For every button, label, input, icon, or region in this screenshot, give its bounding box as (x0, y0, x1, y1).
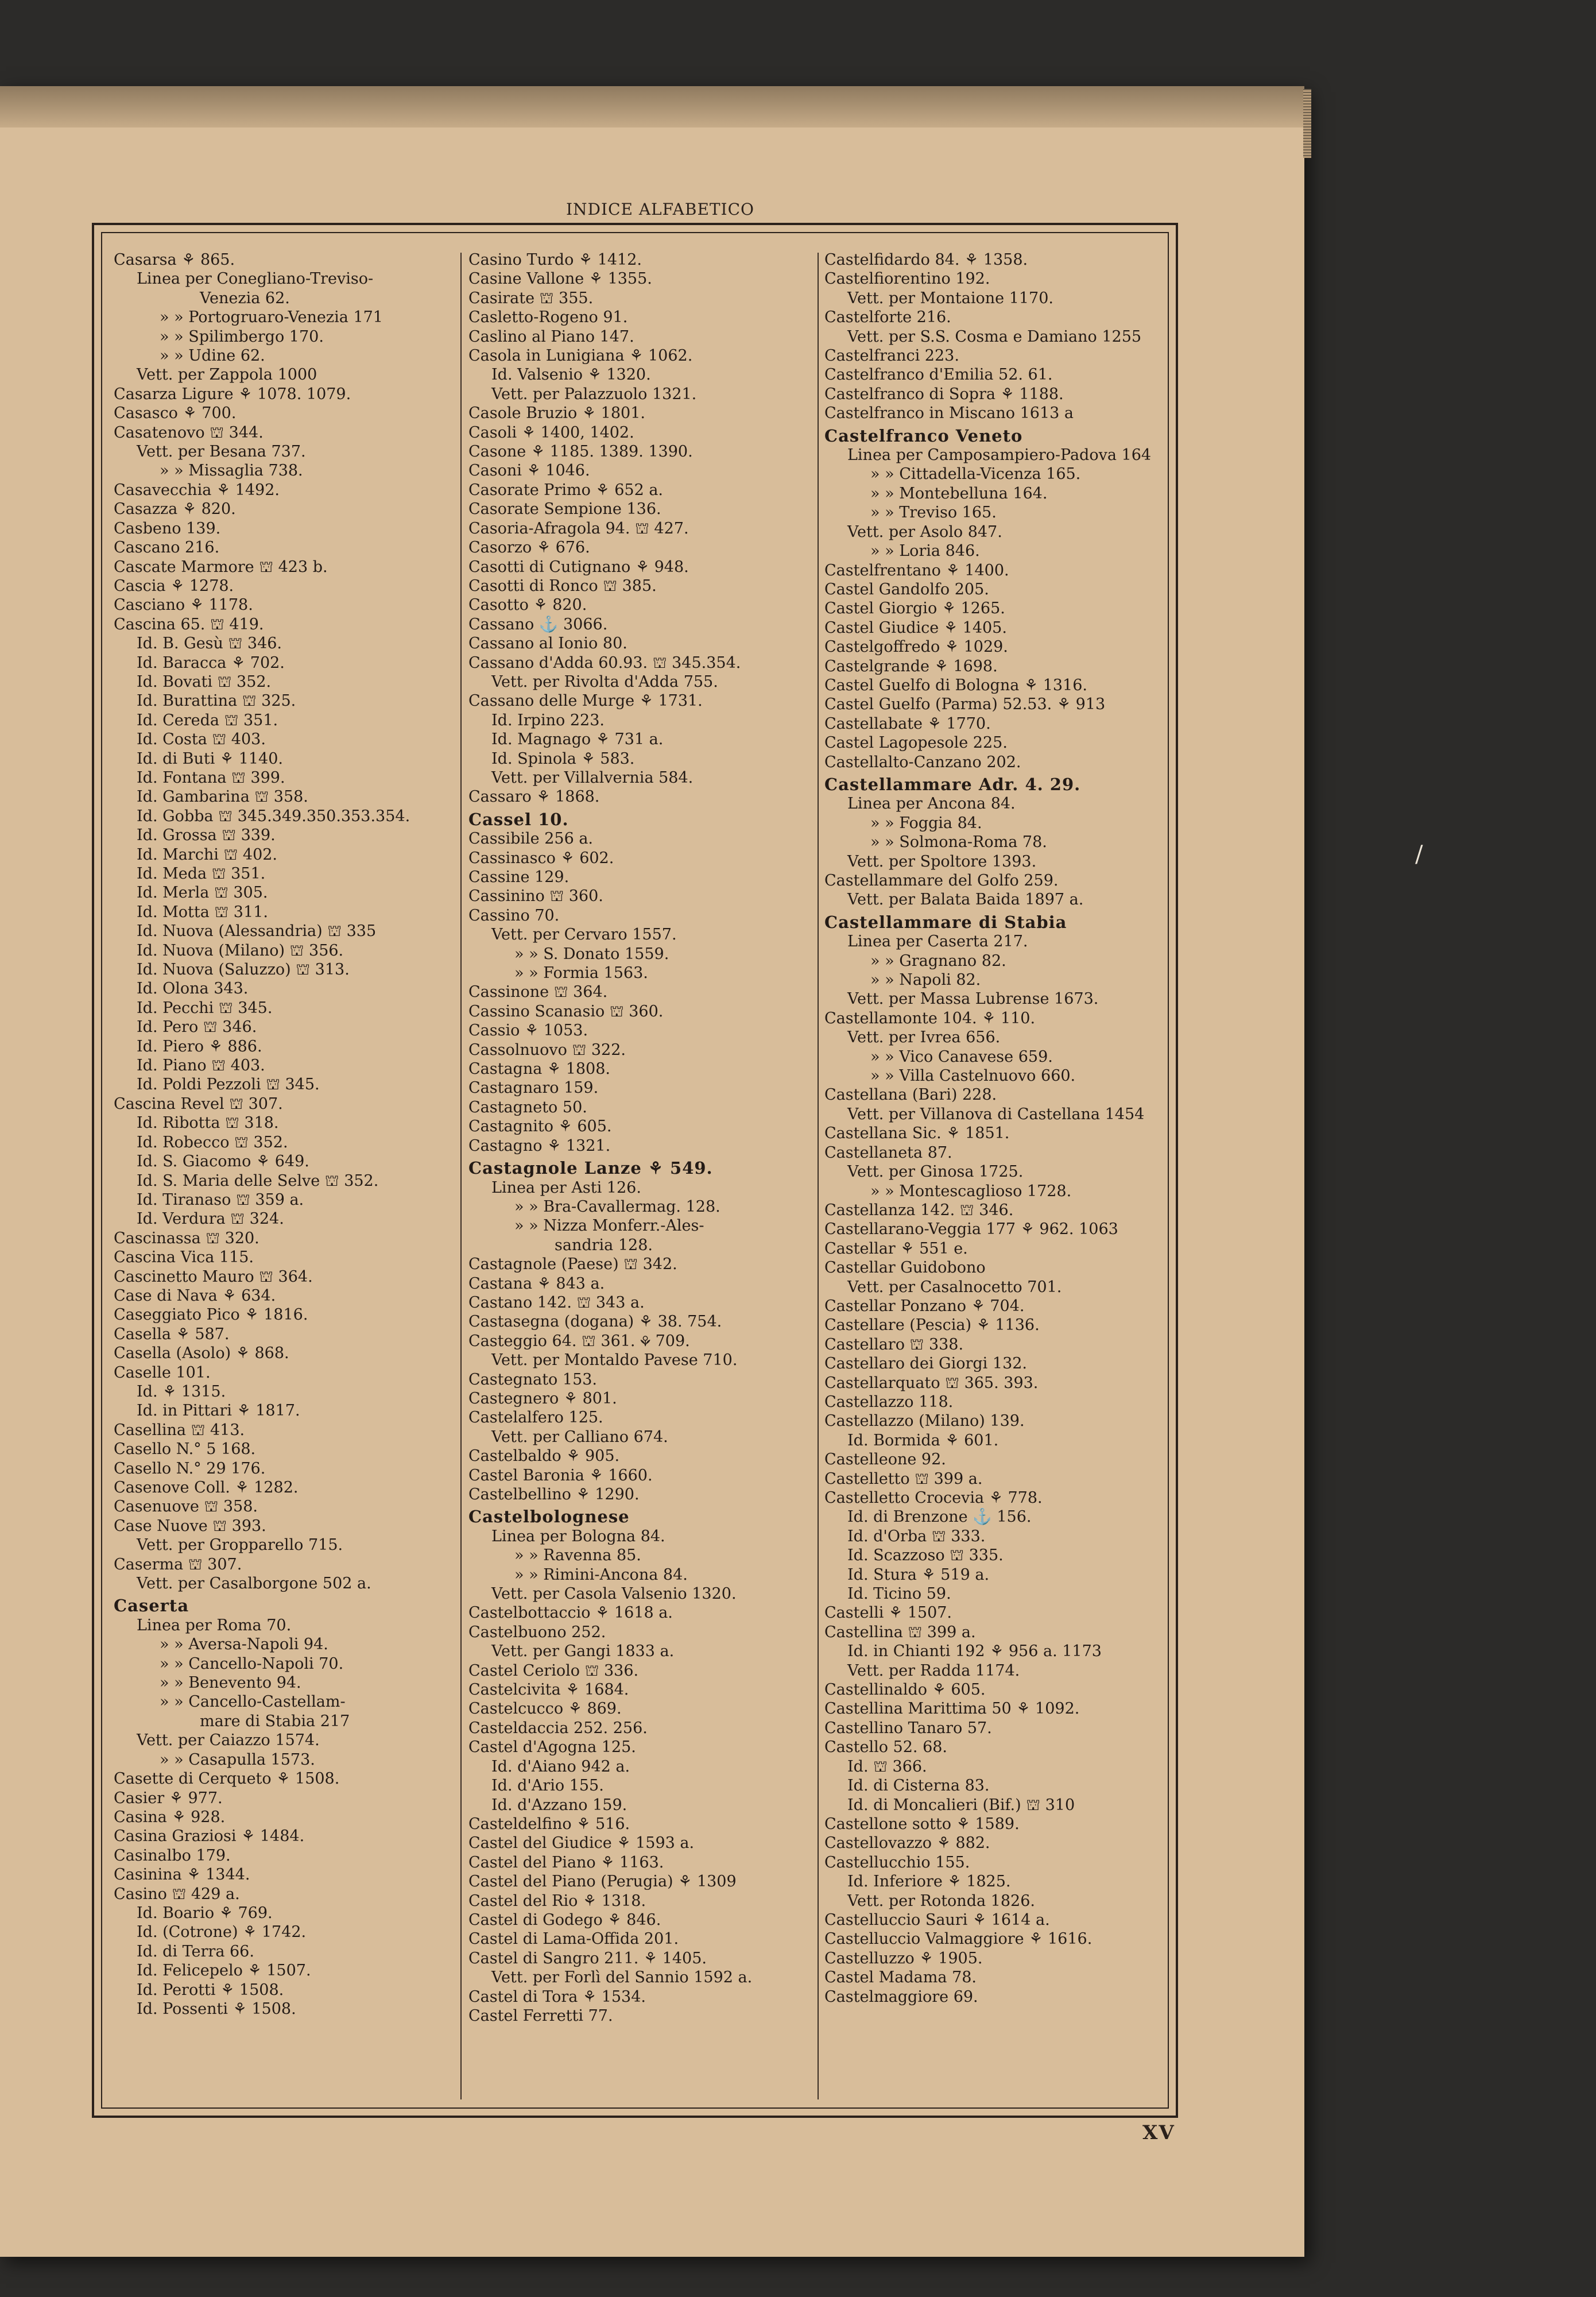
index-entry: Castel del Piano (Perugia) ⚘ 1309 (468, 1873, 737, 1891)
index-entry: Castelforte 216. (824, 308, 951, 327)
index-entry: » » S. Donato 1559. (514, 945, 669, 963)
index-entry: Cassano delle Murge ⚘ 1731. (468, 692, 703, 710)
index-entry: Cascinassa ⛫ 320. (114, 1229, 259, 1247)
index-entry: Castagna ⚘ 1808. (468, 1060, 610, 1078)
index-entry: Id. di Moncalieri (Bif.) ⛫ 310 (847, 1796, 1075, 1814)
index-entry: Caserma ⛫ 307. (114, 1555, 242, 1573)
index-entry: » » Nizza Monferr.-Ales- (514, 1217, 704, 1235)
index-entry: Cassio ⚘ 1053. (468, 1022, 588, 1040)
index-entry: Castelletto ⛫ 399 a. (824, 1470, 983, 1488)
index-entry: Id. Bormida ⚘ 601. (847, 1431, 999, 1449)
index-entry: Id. Fontana ⛫ 399. (137, 768, 285, 787)
index-entry: Castellana (Bari) 228. (824, 1086, 997, 1104)
index-entry: Castelluccio Sauri ⚘ 1614 a. (824, 1911, 1050, 1929)
index-entry: Casellina ⛫ 413. (114, 1421, 245, 1439)
index-entry: Casorate Sempione 136. (468, 500, 661, 519)
index-entry: Cascina Vica 115. (114, 1248, 254, 1267)
index-entry: Id. Nuova (Milano) ⛫ 356. (137, 941, 344, 960)
index-entry: Id. Costa ⛫ 403. (137, 730, 266, 749)
index-entry: Castana ⚘ 843 a. (468, 1274, 605, 1293)
index-entry: Id. Perotti ⚘ 1508. (137, 1981, 284, 1999)
index-entry: Castel del Piano ⚘ 1163. (468, 1853, 664, 1871)
index-entry: Casina Graziosi ⚘ 1484. (114, 1827, 305, 1846)
index-entry: Castelfidardo 84. ⚘ 1358. (824, 251, 1028, 269)
index-entry: Castellaro dei Giorgi 132. (824, 1355, 1028, 1373)
index-entry: Casbeno 139. (114, 519, 221, 537)
index-entry: » » Loria 846. (870, 542, 980, 560)
index-entry: Castagno ⚘ 1321. (468, 1136, 611, 1155)
index-entry: Castelli ⚘ 1507. (824, 1604, 952, 1622)
index-entry: Id. Poldi Pezzoli ⛫ 345. (137, 1076, 320, 1094)
index-entry: Castellino Tanaro 57. (824, 1719, 992, 1737)
index-entry: Casinalbo 179. (114, 1846, 231, 1865)
index-entry: Castellar Ponzano ⚘ 704. (824, 1297, 1025, 1315)
index-entry: Vett. per Massa Lubrense 1673. (847, 990, 1099, 1008)
index-entry: Castel Ferretti 77. (468, 2006, 613, 2025)
index-entry: Castelbolognese (468, 1507, 630, 1527)
index-entry: Id. d'Ario 155. (491, 1777, 604, 1795)
index-entry: Casteldelfino ⚘ 516. (468, 1815, 630, 1833)
index-entry: Castelfranci 223. (824, 347, 959, 365)
index-entry: Vett. per Spoltore 1393. (847, 852, 1037, 871)
index-entry: Id. Magnago ⚘ 731 a. (491, 730, 664, 749)
index-entry: Castelbellino ⚘ 1290. (468, 1486, 640, 1503)
index-entry: Castel di Tora ⚘ 1534. (468, 1987, 646, 2006)
index-entry: Cassano ⚓ 3066. (468, 615, 608, 633)
index-entry: Vett. per Palazzuolo 1321. (491, 385, 697, 403)
index-entry: Castelfiorentino 192. (824, 270, 990, 288)
index-entry: Cassine 129. (468, 868, 570, 886)
index-entry: Id. d'Aiano 942 a. (491, 1757, 630, 1776)
index-entry: Id. in Chianti 192 ⚘ 956 a. 1173 (847, 1642, 1102, 1661)
index-entry: Vett. per Radda 1174. (847, 1661, 1020, 1680)
index-entry: » » Treviso 165. (870, 504, 997, 522)
index-entry: Castellone sotto ⚘ 1589. (824, 1815, 1020, 1833)
column-separator (460, 253, 462, 2099)
index-entry: Id. Spinola ⚘ 583. (491, 749, 635, 768)
index-entry: Cassinasco ⚘ 602. (468, 849, 614, 867)
index-entry: Castelfrentano ⚘ 1400. (824, 561, 1009, 579)
index-entry: Casine Vallone ⚘ 1355. (468, 270, 652, 288)
index-entry: Castellucchio 155. (824, 1853, 970, 1871)
index-entry: Cassel 10. (468, 809, 569, 829)
index-entry: Vett. per Caiazzo 1574. (137, 1731, 320, 1750)
index-entry: Vett. per Zappola 1000 (137, 366, 317, 384)
index-entry: Id. Piano ⛫ 403. (137, 1057, 265, 1075)
index-entry: Castel Giudice ⚘ 1405. (824, 618, 1007, 637)
index-entry: Id. Scazzoso ⛫ 335. (847, 1546, 1004, 1565)
index-entry: Casino ⛫ 429 a. (114, 1885, 240, 1903)
index-entry: Id. Possenti ⚘ 1508. (137, 2000, 296, 2018)
index-entry: Casatenovo ⛫ 344. (114, 423, 264, 442)
index-entry: Id. d'Azzano 159. (491, 1796, 627, 1814)
index-entry: Vett. per Gangi 1833 a. (491, 1642, 675, 1661)
index-entry: Castel Baronia ⚘ 1660. (468, 1466, 653, 1484)
index-entry: Casciano ⚘ 1178. (114, 596, 253, 614)
index-entry: » » Cancello-Napoli 70. (160, 1654, 344, 1673)
index-entry: Caslino al Piano 147. (468, 327, 634, 346)
index-entry: Id. Merla ⛫ 305. (137, 884, 268, 902)
index-entry: Id. Ribotta ⛫ 318. (137, 1114, 279, 1132)
index-entry: Castel Guelfo (Parma) 52.53. ⚘ 913 (824, 695, 1106, 714)
index-entry: Cassano d'Adda 60.93. ⛫ 345.354. (468, 653, 741, 672)
index-entry: » » Aversa-Napoli 94. (160, 1635, 328, 1654)
column-separator (818, 253, 819, 2099)
index-entry: Cassaro ⚘ 1868. (468, 788, 600, 806)
index-entry: Castasegna (dogana) ⚘ 38. 754. (468, 1313, 722, 1331)
index-entry: Casorate Primo ⚘ 652 a. (468, 481, 664, 499)
index-entry: Castellarquato ⛫ 365. 393. (824, 1374, 1039, 1392)
index-entry: Cassino 70. (468, 906, 560, 925)
index-entry: Castellammare Adr. 4. 29. (824, 774, 1081, 794)
index-entry: Castelbottaccio ⚘ 1618 a. (468, 1604, 673, 1622)
index-entry: Castellinaldo ⚘ 605. (824, 1681, 986, 1699)
index-entry: Cascano 216. (114, 539, 220, 557)
index-entry: Castel Guelfo di Bologna ⚘ 1316. (824, 676, 1087, 694)
index-entry: Castellar ⚘ 551 e. (824, 1239, 968, 1258)
index-entry: » » Casapulla 1573. (160, 1750, 315, 1769)
index-entry: Caserta (114, 1596, 189, 1616)
index-entry: Id. Motta ⛫ 311. (137, 903, 268, 921)
index-entry: Id. Cereda ⛫ 351. (137, 711, 278, 729)
index-entry: Casoria-Afragola 94. ⛫ 427. (468, 519, 689, 537)
index-entry: Castellar Guidobono (824, 1259, 986, 1277)
index-entry: » » Montescaglioso 1728. (870, 1182, 1072, 1200)
index-entry: Id. Pecchi ⛫ 345. (137, 999, 273, 1017)
index-entry: Castel d'Agogna 125. (468, 1738, 636, 1757)
index-entry: » » Napoli 82. (870, 971, 981, 989)
index-entry: Casasco ⚘ 700. (114, 404, 237, 423)
index-entry: Castellovazzo ⚘ 882. (824, 1834, 990, 1853)
index-entry: Castel del Giudice ⚘ 1593 a. (468, 1834, 695, 1853)
index-entry: Castellammare del Golfo 259. (824, 872, 1059, 890)
index-entry: Castellina Marittima 50 ⚘ 1092. (824, 1700, 1080, 1718)
index-entry: Vett. per Calliano 674. (491, 1428, 668, 1446)
index-entry: Id. d'Orba ⛫ 333. (847, 1527, 986, 1545)
index-entry: Id. B. Gesù ⛫ 346. (137, 635, 282, 653)
index-entry: Castel Ceriolo ⛫ 336. (468, 1661, 639, 1680)
index-entry: Cassolnuovo ⛫ 322. (468, 1041, 626, 1059)
index-entry: Castagnaro 159. (468, 1079, 599, 1097)
index-entry: Casella (Asolo) ⚘ 868. (114, 1344, 289, 1363)
index-entry: Id. Tiranaso ⛫ 359 a. (137, 1190, 304, 1209)
index-entry: Id. Ticino 59. (847, 1585, 951, 1603)
index-entry: Castelfranco di Sopra ⚘ 1188. (824, 385, 1064, 403)
index-entry: Id. Verdura ⛫ 324. (137, 1210, 284, 1228)
index-entry: Linea per Ancona 84. (847, 795, 1016, 813)
page-number: XV (1142, 2121, 1175, 2144)
index-entry: » » Portogruaro-Venezia 171 (160, 308, 383, 327)
index-entry: Castellalto-Canzano 202. (824, 753, 1021, 771)
index-entry: Vett. per Montaione 1170. (847, 289, 1053, 307)
index-entry: Id. di Brenzone ⚓ 156. (847, 1508, 1032, 1526)
index-entry: Castel di Lama-Offida 201. (468, 1930, 679, 1948)
index-entry: Id. Irpino 223. (491, 711, 605, 729)
index-entry: Vett. per Montaldo Pavese 710. (491, 1351, 738, 1370)
index-entry: Casino Turdo ⚘ 1412. (468, 251, 642, 269)
index-entry: Vett. per Ivrea 656. (847, 1028, 1001, 1047)
index-entry: » » Rimini-Ancona 84. (514, 1565, 688, 1584)
index-entry: Id. Valsenio ⚘ 1320. (491, 366, 651, 384)
index-entry: Castelcucco ⚘ 869. (468, 1700, 622, 1718)
index-entry: mare di Stabia 217 (200, 1712, 350, 1730)
index-entry: Castelbuono 252. (468, 1623, 606, 1641)
index-entry: Casotti di Ronco ⛫ 385. (468, 577, 657, 595)
index-entry: Id. Boario ⚘ 769. (137, 1904, 273, 1922)
index-entry: Castelalfero 125. (468, 1409, 603, 1427)
index-entry: Linea per Bologna 84. (491, 1527, 665, 1545)
index-entry: Castellammare di Stabia (824, 912, 1067, 932)
index-entry: Id. Burattina ⛫ 325. (137, 692, 296, 710)
index-entry: Castel Giorgio ⚘ 1265. (824, 600, 1005, 618)
index-entry: Case Nuove ⛫ 393. (114, 1517, 266, 1535)
index-entry: Casello N.° 29 176. (114, 1459, 266, 1478)
index-entry: Vett. per Ginosa 1725. (847, 1163, 1024, 1181)
index-entry: Casella ⚘ 587. (114, 1325, 230, 1343)
index-entry: Casarza Ligure ⚘ 1078. 1079. (114, 385, 351, 403)
index-entry: Castelcivita ⚘ 1684. (468, 1681, 629, 1699)
index-entry: Id. Baracca ⚘ 702. (137, 653, 285, 672)
index-entry: Casteggio 64. ⛫ 361. ⚘ 709. (468, 1332, 690, 1350)
index-entry: Casina ⚘ 928. (114, 1808, 226, 1826)
index-entry: Vett. per S.S. Cosma e Damiano 1255 (847, 327, 1142, 346)
index-entry: Id. (Cotrone) ⚘ 1742. (137, 1923, 307, 1942)
index-entry: » » Cancello-Castellam- (160, 1693, 346, 1711)
index-entry: Castellare (Pescia) ⚘ 1136. (824, 1316, 1040, 1335)
index-entry: Castagnole (Paese) ⛫ 342. (468, 1255, 677, 1274)
index-entry: » » Bra-Cavallermag. 128. (514, 1197, 720, 1216)
index-entry: Casirate ⛫ 355. (468, 289, 594, 307)
index-entry: Vett. per Casola Valsenio 1320. (491, 1585, 737, 1603)
index-entry: » » Ravenna 85. (514, 1546, 641, 1565)
index-entry: Vett. per Gropparello 715. (137, 1536, 343, 1554)
index-entry: Casteldaccia 252. 256. (468, 1719, 648, 1737)
page-stack-edge (1303, 89, 1311, 158)
index-entry: » » Foggia 84. (870, 814, 982, 832)
index-entry: Castelfranco Veneto (824, 426, 1023, 446)
index-entry: Castagnole Lanze ⚘ 549. (468, 1158, 713, 1178)
index-entry: Castellabate ⚘ 1770. (824, 714, 991, 733)
index-entry: Id. S. Giacomo ⚘ 649. (137, 1153, 309, 1171)
index-entry: Id. ⛫ 366. (847, 1757, 927, 1776)
index-column-3 (824, 250, 1164, 2099)
index-entry: » » Vico Canavese 659. (870, 1047, 1053, 1066)
index-entry: Vett. per Besana 737. (137, 443, 306, 461)
index-entry: Id. Inferiore ⚘ 1825. (847, 1873, 1011, 1891)
page-header: INDICE ALFABETICO (566, 200, 754, 219)
index-column-1 (114, 250, 452, 2099)
index-entry: Cascia ⚘ 1278. (114, 577, 234, 595)
index-entry: Casier ⚘ 977. (114, 1789, 223, 1807)
index-entry: Id. Nuova (Alessandria) ⛫ 335 (137, 922, 377, 941)
index-entry: Linea per Camposampiero-Padova 164 (847, 446, 1152, 465)
index-entry: Cassinino ⛫ 360. (468, 887, 603, 906)
index-entry: Vett. per Forlì del Sannio 1592 a. (491, 1969, 753, 1987)
index-entry: Castagneto 50. (468, 1098, 587, 1116)
index-entry: Cascinetto Mauro ⛫ 364. (114, 1267, 313, 1286)
index-entry: Cascina Revel ⛫ 307. (114, 1095, 283, 1113)
index-entry: Casenove Coll. ⚘ 1282. (114, 1479, 299, 1496)
index-entry: » » Villa Castelnuovo 660. (870, 1067, 1076, 1085)
index-entry: » » Montebelluna 164. (870, 484, 1048, 502)
index-entry: Castel Gandolfo 205. (824, 580, 989, 598)
index-entry: Linea per Asti 126. (491, 1178, 641, 1197)
index-entry: Linea per Conegliano-Treviso- (137, 270, 374, 288)
index-entry: Castelletto Crocevia ⚘ 778. (824, 1489, 1043, 1507)
page-top-edge (0, 86, 1304, 127)
index-entry: Id. ⚘ 1315. (137, 1382, 226, 1401)
index-entry: Castelfranco in Miscano 1613 a (824, 404, 1074, 423)
index-entry: » » Benevento 94. (160, 1674, 301, 1692)
index-entry: Castelleone 92. (824, 1451, 946, 1469)
index-entry: Casletto-Rogeno 91. (468, 308, 628, 327)
index-entry: Castellamonte 104. ⚘ 110. (824, 1009, 1036, 1027)
index-entry: Castel di Godego ⚘ 846. (468, 1911, 661, 1929)
index-entry: Casarsa ⚘ 865. (114, 251, 235, 269)
index-entry: Castel di Sangro 211. ⚘ 1405. (468, 1949, 707, 1967)
index-entry: Vett. per Asolo 847. (847, 523, 1002, 541)
index-entry: Castagnito ⚘ 605. (468, 1117, 612, 1136)
index-entry: Casone ⚘ 1185. 1389. 1390. (468, 443, 693, 461)
index-entry: sandria 128. (555, 1236, 653, 1254)
index-entry: Id. Piero ⚘ 886. (137, 1037, 262, 1055)
index-entry: Castellanza 142. ⛫ 346. (824, 1201, 1014, 1219)
index-entry: Cassino Scanasio ⛫ 360. (468, 1002, 664, 1020)
index-entry: Castel Madama 78. (824, 1969, 977, 1987)
index-entry: Linea per Caserta 217. (847, 933, 1028, 951)
index-entry: Castano 142. ⛫ 343 a. (468, 1293, 645, 1312)
index-entry: Vett. per Casalborgone 502 a. (137, 1575, 371, 1593)
index-entry: » » Spilimbergo 170. (160, 327, 324, 346)
index-column-2 (468, 250, 813, 2099)
index-entry: Casoli ⚘ 1400, 1402. (468, 423, 634, 442)
index-entry: Castellazzo 118. (824, 1393, 954, 1411)
index-entry: Id. Gobba ⛫ 345.349.350.353.354. (137, 807, 410, 825)
index-entry: Castellarano-Veggia 177 ⚘ 962. 1063 (824, 1220, 1118, 1239)
index-entry: Linea per Roma 70. (137, 1616, 292, 1634)
index-entry: Id. Robecco ⛫ 352. (137, 1133, 288, 1151)
index-entry: Vett. per Rivolta d'Adda 755. (491, 672, 718, 691)
index-entry: Casello N.° 5 168. (114, 1440, 256, 1459)
index-entry: Id. di Buti ⚘ 1140. (137, 749, 283, 768)
index-entry: Cassano al Ionio 80. (468, 635, 627, 653)
margin-mark: / (1415, 841, 1423, 868)
index-entry: Id. Pero ⛫ 346. (137, 1018, 257, 1037)
index-entry: Vett. per Villanova di Castellana 1454 (847, 1105, 1145, 1123)
index-entry: Castellina ⛫ 399 a. (824, 1623, 976, 1641)
index-entry: Castello 52. 68. (824, 1738, 948, 1757)
index-entry: Castelluzzo ⚘ 1905. (824, 1949, 983, 1967)
index-entry: Castelfranco d'Emilia 52. 61. (824, 366, 1053, 384)
index-entry: Vett. per Cervaro 1557. (491, 926, 677, 944)
index-entry: Castel Lagopesole 225. (824, 734, 1008, 752)
index-entry: Case di Nava ⚘ 634. (114, 1286, 276, 1305)
index-entry: » » Formia 1563. (514, 964, 648, 983)
index-entry: Venezia 62. (200, 289, 290, 307)
index-entry: Castel del Rio ⚘ 1318. (468, 1892, 646, 1910)
index-entry: Id. di Terra 66. (137, 1942, 254, 1960)
index-entry: Castegnero ⚘ 801. (468, 1389, 617, 1407)
index-entry: Castelluccio Valmaggiore ⚘ 1616. (824, 1930, 1093, 1948)
index-entry: Castelgrande ⚘ 1698. (824, 657, 998, 675)
index-entry: Vett. per Rotonda 1826. (847, 1892, 1035, 1910)
index-entry: Cassinone ⛫ 364. (468, 983, 608, 1001)
index-entry: Vett. per Balata Baida 1897 a. (847, 891, 1084, 909)
index-entry: » » Solmona-Roma 78. (870, 833, 1047, 852)
index-entry: Casavecchia ⚘ 1492. (114, 481, 280, 499)
index-entry: Castellana Sic. ⚘ 1851. (824, 1124, 1010, 1143)
index-entry: Cassibile 256 a. (468, 830, 594, 848)
index-entry: Casola in Lunigiana ⚘ 1062. (468, 347, 693, 365)
index-entry: Cascina 65. ⛫ 419. (114, 615, 264, 633)
index-entry: Id. Felicepelo ⚘ 1507. (137, 1962, 311, 1980)
index-entry: Castellaneta 87. (824, 1143, 952, 1162)
index-entry: Castelmaggiore 69. (824, 1987, 978, 2006)
index-entry: Cascate Marmore ⛫ 423 b. (114, 558, 328, 576)
index-entry: Casole Bruzio ⚘ 1801. (468, 404, 645, 423)
index-entry: Id. Nuova (Saluzzo) ⛫ 313. (137, 961, 350, 979)
index-entry: Castelgoffredo ⚘ 1029. (824, 638, 1008, 656)
index-entry: Id. Grossa ⛫ 339. (137, 826, 276, 845)
index-entry: Castegnato 153. (468, 1370, 598, 1389)
index-entry: Casorzo ⚘ 676. (468, 539, 590, 557)
index-entry: Casinina ⚘ 1344. (114, 1866, 250, 1884)
index-entry: Id. di Cisterna 83. (847, 1777, 990, 1795)
index-entry: Id. Stura ⚘ 519 a. (847, 1565, 990, 1584)
index-entry: Id. Bovati ⛫ 352. (137, 672, 272, 691)
index-entry: Casotti di Cutignano ⚘ 948. (468, 558, 689, 576)
index-entry: Casazza ⚘ 820. (114, 500, 236, 519)
index-entry: Casotto ⚘ 820. (468, 596, 587, 614)
index-entry: Vett. per Casalnocetto 701. (847, 1278, 1062, 1296)
index-entry: Caseggiato Pico ⚘ 1816. (114, 1306, 308, 1324)
index-entry: » » Missaglia 738. (160, 462, 303, 480)
index-entry: Caselle 101. (114, 1363, 211, 1382)
index-entry: Id. Olona 343. (137, 980, 249, 998)
index-entry: Casoni ⚘ 1046. (468, 462, 590, 480)
index-entry: Id. in Pittari ⚘ 1817. (137, 1402, 300, 1420)
index-entry: Casette di Cerqueto ⚘ 1508. (114, 1770, 340, 1788)
index-entry: » » Cittadella-Vicenza 165. (870, 465, 1081, 484)
index-entry: Vett. per Villalvernia 584. (491, 768, 694, 787)
index-entry: Id. Marchi ⛫ 402. (137, 845, 278, 864)
index-entry: Castelbaldo ⚘ 905. (468, 1447, 620, 1465)
index-entry: » » Udine 62. (160, 347, 265, 365)
index-entry: Id. Meda ⛫ 351. (137, 865, 266, 883)
index-entry: Casenuove ⛫ 358. (114, 1498, 258, 1516)
index-entry: Castellazzo (Milano) 139. (824, 1412, 1025, 1430)
index-entry: Id. Gambarina ⛫ 358. (137, 788, 308, 806)
index-entry: » » Gragnano 82. (870, 952, 1006, 970)
index-entry: Id. S. Maria delle Selve ⛫ 352. (137, 1171, 379, 1190)
index-entry: Castellaro ⛫ 338. (824, 1335, 964, 1354)
